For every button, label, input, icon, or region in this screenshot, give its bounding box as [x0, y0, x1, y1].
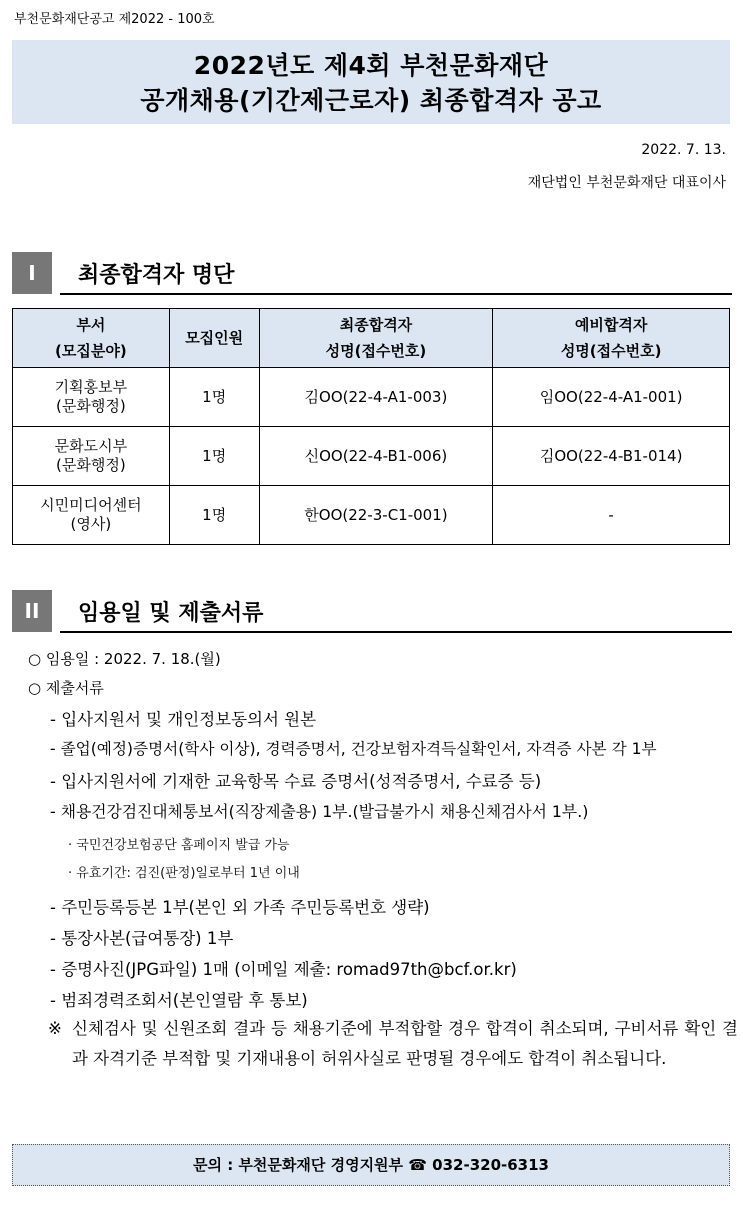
doc-item: - 범죄경력조회서(본인열람 후 통보): [50, 991, 308, 1010]
section-2-rule: [60, 631, 732, 633]
cell-reserve: 임OO(22-4-A1-001): [493, 368, 730, 427]
title-box: [12, 40, 730, 124]
doc-item: - 입사지원서에 기재한 교육항목 수료 증명서(성적증명서, 수료증 등): [50, 772, 542, 791]
cell-department: 기획홍보부 (문화행정): [13, 368, 170, 427]
notice-number: 부천문화재단공고 제2022 - 100호: [14, 12, 215, 27]
doc-item: - 채용건강검진대체통보서(직장제출용) 1부.(발급불가시 채용신체검사서 1부.): [50, 802, 589, 821]
final-candidates-table: [12, 308, 730, 545]
section-1-number: I: [12, 252, 52, 294]
doc-item: - 통장사본(급여통장) 1부: [50, 929, 234, 948]
doc-item: - 증명사진(JPG파일) 1매 (이메일 제출: romad97th@bcf.or.kr): [50, 960, 517, 979]
doc-item: - 입사지원서 및 개인정보동의서 원본: [50, 710, 317, 729]
cell-reserve: -: [493, 486, 730, 545]
doc-item: - 주민등록등본 1부(본인 외 가족 주민등록번호 생략): [50, 898, 430, 917]
appointment-date: ○ 임용일 : 2022. 7. 18.(월): [28, 650, 221, 668]
table-row: [13, 427, 730, 486]
documents-heading: ○ 제출서류: [28, 679, 104, 697]
section-1-header: [12, 252, 732, 296]
title-line-1: 2022년도 제4회 부천문화재단: [193, 51, 549, 80]
doc-item: - 졸업(예정)증명서(학사 이상), 경력증명서, 건강보험자격득실확인서, 자격증 사본 각 1부: [50, 740, 657, 758]
cell-department: 문화도시부 (문화행정): [13, 427, 170, 486]
cell-count: 1명: [169, 368, 259, 427]
table-header-row: [13, 309, 730, 368]
cell-department: 시민미디어센터 (영사): [13, 486, 170, 545]
table-row: [13, 486, 730, 545]
header-reserve: 예비합격자 성명(접수번호): [493, 309, 730, 368]
contact-box: 문의 : 부천문화재단 경영지원부 ☎ 032-320-6313: [12, 1144, 730, 1186]
title-line-2: 공개채용(기간제근로자) 최종합격자 공고: [140, 86, 602, 115]
issuer: 재단법인 부천문화재단 대표이사: [527, 175, 726, 191]
cell-count: 1명: [169, 486, 259, 545]
section-1-title: 최종합격자 명단: [78, 263, 235, 288]
doc-subnote: · 국민건강보험공단 홈페이지 발급 가능: [68, 838, 290, 853]
cell-final: 김OO(22-4-A1-003): [259, 368, 493, 427]
section-1-rule: [60, 293, 732, 295]
header-final: 최종합격자 성명(접수번호): [259, 309, 493, 368]
section-2-number: II: [12, 590, 52, 632]
cell-reserve: 김OO(22-4-B1-014): [493, 427, 730, 486]
notice-date: 2022. 7. 13.: [641, 142, 726, 158]
doc-subnote: · 유효기간: 검진(판정)일로부터 1년 이내: [68, 866, 300, 881]
disqualification-note: [48, 1014, 738, 1074]
cell-final: 신OO(22-4-B1-006): [259, 427, 493, 486]
note-text: 신체검사 및 신원조회 결과 등 채용기준에 부적합할 경우 합격이 취소되며, 구비서류 확인 결과 자격기준 부적합 및 기재내용이 허위사실로 판명될 경우에도 합격이 취소됩니다.: [72, 1019, 738, 1068]
cell-count: 1명: [169, 427, 259, 486]
table-row: [13, 368, 730, 427]
section-2-header: [12, 590, 732, 634]
header-department: 부서 (모집분야): [13, 309, 170, 368]
section-2-title: 임용일 및 제출서류: [78, 601, 264, 626]
note-mark: ※: [48, 1019, 62, 1038]
cell-final: 한OO(22-3-C1-001): [259, 486, 493, 545]
header-count: 모집인원: [169, 309, 259, 368]
